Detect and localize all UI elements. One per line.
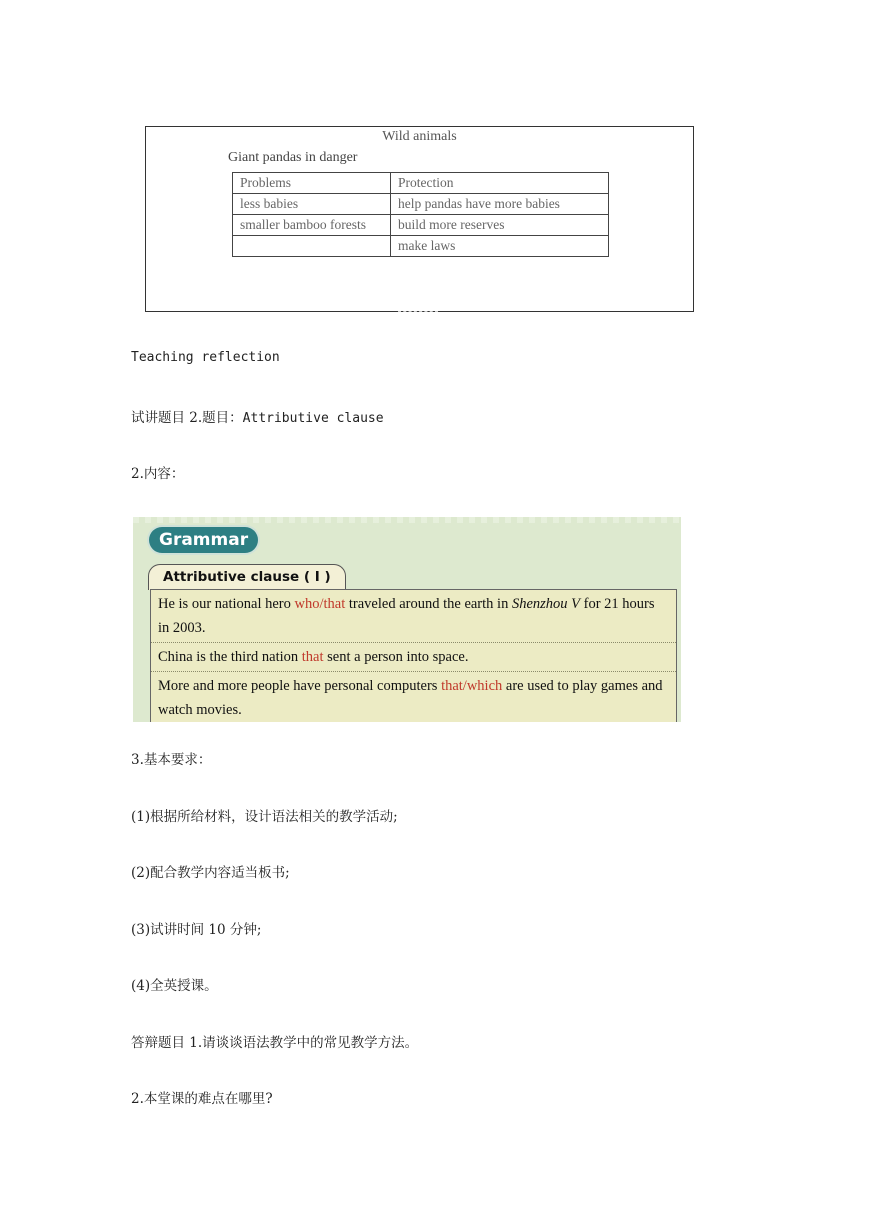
example-sentence-1: [151, 590, 676, 642]
requirement-4: (4)全英授课。: [131, 978, 218, 994]
relative-pronoun: that: [301, 649, 324, 665]
topic-2-value: Attributive clause: [242, 411, 384, 426]
example-sentences-box: [150, 589, 677, 722]
sentence-text: are used to play games and watch movies.: [158, 678, 663, 718]
grammar-badge: Grammar: [149, 527, 258, 553]
content-heading: 2.内容：: [131, 466, 185, 482]
italic-term: Shenzhou V: [511, 596, 581, 612]
grammar-figure: [133, 517, 681, 722]
teaching-reflection: Teaching reflection: [131, 350, 280, 365]
table-row: [233, 173, 609, 194]
sentence-text: More and more people have personal computers: [158, 678, 442, 694]
decor-stripes: [133, 517, 681, 523]
attributive-clause-tab: Attributive clause ( Ⅰ ): [148, 564, 346, 590]
topic-2-line: [131, 406, 384, 426]
sentence-text: traveled around the earth in: [345, 596, 512, 612]
topic-2-label: 试讲题目 2.题目：: [131, 410, 243, 426]
requirement-3: (3)试讲时间 10 分钟;: [131, 922, 262, 938]
sentence-text: for 21 hours in 2003.: [158, 596, 655, 636]
scan-mark: [398, 311, 438, 318]
basic-requirements-heading: 3.基本要求：: [131, 752, 212, 768]
table-cell: [233, 236, 391, 257]
table-row: [233, 236, 609, 257]
defense-question-2: 2.本堂课的难点在哪里?: [131, 1091, 273, 1107]
table-cell: Problems: [233, 173, 391, 194]
table-cell: help pandas have more babies: [391, 194, 609, 215]
figure-title: Wild animals: [382, 129, 457, 144]
table-cell: Protection: [391, 173, 609, 194]
example-sentence-2: [151, 642, 676, 671]
sentence-text: He is our national hero: [158, 596, 295, 612]
requirement-1: (1)根据所给材料，设计语法相关的教学活动;: [131, 809, 398, 825]
relative-pronoun: who/that: [294, 596, 346, 612]
table-cell: smaller bamboo forests: [233, 215, 391, 236]
sentence-text: sent a person into space.: [323, 649, 469, 665]
figure-subtitle: Giant pandas in danger: [228, 150, 358, 165]
table-row: [233, 194, 609, 215]
sentence-text: China is the third nation: [158, 649, 302, 665]
relative-pronoun: that/which: [441, 678, 503, 694]
table-cell: less babies: [233, 194, 391, 215]
example-sentence-3: [151, 671, 676, 722]
problems-protection-table: [232, 172, 609, 257]
requirement-2: (2)配合教学内容适当板书;: [131, 865, 290, 881]
wild-animals-figure: [145, 126, 694, 312]
table-row: [233, 215, 609, 236]
table-cell: build more reserves: [391, 215, 609, 236]
table-cell: make laws: [391, 236, 609, 257]
defense-question-1: 答辩题目 1.请谈谈语法教学中的常见教学方法。: [131, 1035, 419, 1051]
